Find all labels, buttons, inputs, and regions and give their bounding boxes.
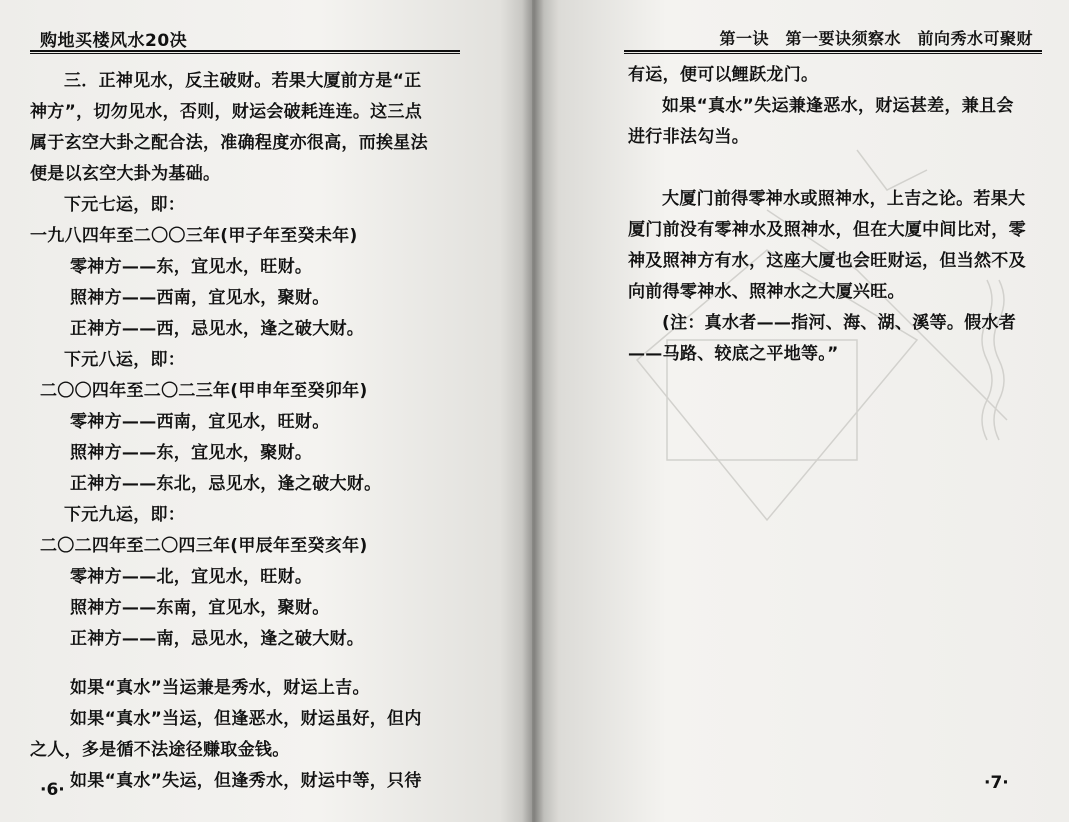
text-line: 之人，多是循不法途径赚取金钱。 xyxy=(30,740,290,760)
text-line: 大厦门前得零神水或照神水，上吉之论。若果大 xyxy=(662,189,1026,209)
text-line: 三．正神见水，反主破财。若果大厦前方是“正 xyxy=(64,71,422,91)
text-line: 正神方——南，忌见水，逢之破大财。 xyxy=(70,629,365,649)
text-line: 如果“真水”失运兼逢恶水，财运甚差，兼且会 xyxy=(662,96,1014,116)
book-gutter xyxy=(522,0,544,822)
left-running-header: 购地买楼风水20决 xyxy=(40,31,188,51)
text-line: 进行非法勾当。 xyxy=(628,127,750,147)
text-line: 厦门前没有零神水及照神水，但在大厦中间比对，零 xyxy=(628,220,1026,240)
text-line: 向前得零神水、照神水之大厦兴旺。 xyxy=(628,282,905,302)
left-page-number: ·6· xyxy=(40,780,65,800)
text-line: 照神方——东，宜见水，聚财。 xyxy=(70,443,313,463)
text-line: 零神方——西南，宜见水，旺财。 xyxy=(70,412,330,432)
right-running-header: 第一诀 第一要诀须察水 前向秀水可聚财 xyxy=(719,29,1033,48)
text-line: 正神方——西，忌见水，逢之破大财。 xyxy=(70,319,365,339)
text-line: ——马路、较底之平地等。” xyxy=(628,344,839,364)
text-line: 二〇二四年至二〇四三年(甲辰年至癸亥年) xyxy=(40,536,368,556)
text-line: 神方”，切勿见水，否则，财运会破耗连连。这三点 xyxy=(30,102,423,122)
text-line: 如果“真水”失运，但逢秀水，财运中等，只待 xyxy=(70,771,422,791)
text-line: 下元七运，即： xyxy=(64,195,186,215)
text-line: 零神方——东，宜见水，旺财。 xyxy=(70,257,313,277)
text-line: 属于玄空大卦之配合法，准确程度亦很高，而挨星法 xyxy=(30,133,428,153)
text-line: 零神方——北，宜见水，旺财。 xyxy=(70,567,313,587)
text-line: 便是以玄空大卦为基础。 xyxy=(30,164,221,184)
text-line: 下元八运，即： xyxy=(64,350,186,370)
left-header-rule xyxy=(30,50,460,54)
text-line: 如果“真水”当运兼是秀水，财运上吉。 xyxy=(70,678,370,698)
right-body-text xyxy=(628,60,1043,370)
text-line: 二〇〇四年至二〇二三年(甲申年至癸卯年) xyxy=(40,381,368,401)
right-header-rule xyxy=(624,50,1042,54)
text-line: 一九八四年至二〇〇三年(甲子年至癸未年) xyxy=(30,226,358,246)
right-page xyxy=(532,0,1069,822)
text-line: (注：真水者——指河、海、湖、溪等。假水者 xyxy=(662,313,1017,333)
text-line: 有运，便可以鲤跃龙门。 xyxy=(628,65,819,85)
text-line: 照神方——西南，宜见水，聚财。 xyxy=(70,288,330,308)
left-page xyxy=(0,0,532,822)
text-line: 照神方——东南，宜见水，聚财。 xyxy=(70,598,330,618)
text-line: 下元九运，即： xyxy=(64,505,186,525)
text-line: 如果“真水”当运，但逢恶水，财运虽好，但内 xyxy=(70,709,422,729)
text-line: 神及照神方有水，这座大厦也会旺财运，但当然不及 xyxy=(628,251,1026,271)
text-line: 正神方——东北，忌见水，逢之破大财。 xyxy=(70,474,382,494)
left-body-text xyxy=(30,66,480,797)
right-page-number: ·7· xyxy=(984,773,1009,793)
